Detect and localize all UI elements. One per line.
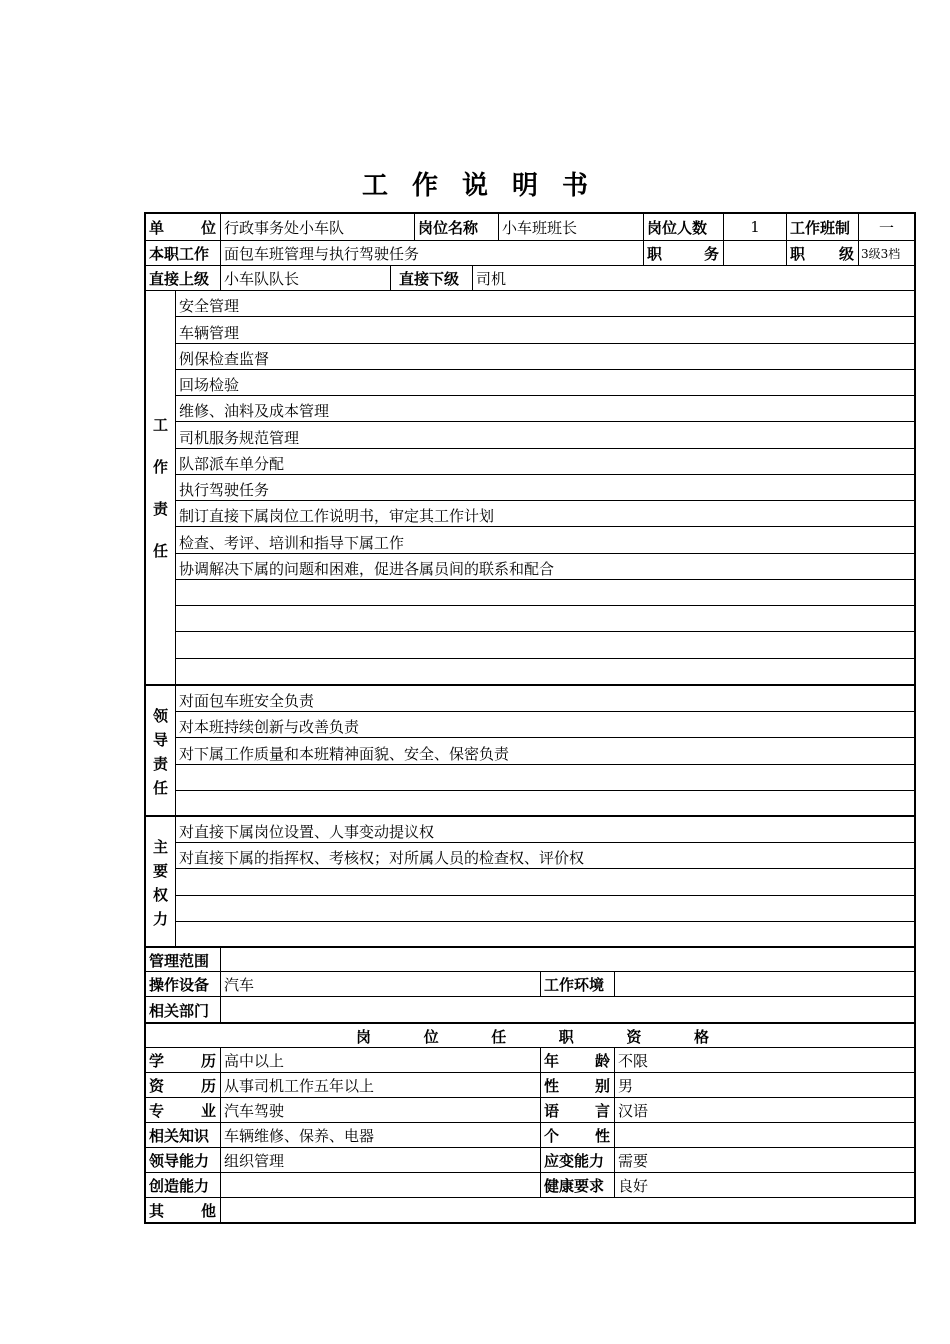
headcount-value: 1 — [723, 214, 786, 240]
qualification-label: 创造能力 — [149, 1177, 210, 1195]
header-row-2 — [146, 240, 914, 266]
header-row-1 — [146, 214, 914, 240]
shift-value: 一 — [858, 214, 914, 240]
equipment-label: 操作设备 — [149, 976, 210, 994]
unit-value: 行政事务处小车队 — [220, 214, 414, 240]
qualification-value: 汉语 — [614, 1098, 914, 1123]
job-description-table — [144, 212, 916, 1224]
list-item — [176, 659, 914, 685]
equipment-value: 汽车 — [220, 972, 540, 997]
table-row — [146, 1047, 914, 1073]
other-label: 其 他 — [149, 1202, 216, 1220]
list-item: 例保检查监督 — [176, 344, 914, 370]
list-item: 安全管理 — [176, 291, 914, 317]
equipment-row — [146, 971, 914, 997]
grade-label: 职 级 — [786, 241, 858, 266]
subordinate-label: 直接下级 — [390, 266, 472, 291]
main-work-label: 本职工作 — [149, 245, 210, 263]
shift-label: 工作班制 — [786, 214, 858, 240]
list-item: 协调解决下属的问题和困难，促进各属员间的联系和配合 — [176, 554, 914, 580]
unit-label: 单 位 — [149, 218, 216, 237]
list-item: 对面包车班安全负责 — [176, 686, 914, 712]
list-item — [176, 632, 914, 658]
qualification-label: 应变能力 — [540, 1148, 614, 1173]
qualifications-title: 岗 位 任 职 资 格 — [356, 1028, 709, 1046]
list-item: 执行驾驶任务 — [176, 475, 914, 501]
duty-label: 职 务 — [643, 241, 723, 266]
table-row — [146, 1172, 914, 1198]
leadership-section — [146, 684, 914, 817]
header-row-3 — [146, 265, 914, 291]
mgmt-scope-row — [146, 946, 914, 973]
qualification-value: 汽车驾驶 — [220, 1098, 540, 1123]
qualification-label: 专 业 — [149, 1102, 216, 1120]
qualification-label: 相关知识 — [149, 1127, 210, 1145]
list-item: 对直接下属岗位设置、人事变动提议权 — [176, 817, 914, 843]
environment-value — [614, 972, 914, 997]
list-item: 司机服务规范管理 — [176, 422, 914, 448]
qualification-label: 年 龄 — [540, 1048, 614, 1073]
qualification-label: 健康要求 — [540, 1173, 614, 1198]
list-item: 对本班持续创新与改善负责 — [176, 712, 914, 738]
list-item — [176, 896, 914, 922]
list-item — [176, 606, 914, 632]
list-item — [176, 922, 914, 948]
mgmt-scope-value — [220, 948, 914, 973]
table-row — [146, 1072, 914, 1098]
qualification-label: 语 言 — [540, 1098, 614, 1123]
list-item: 对下属工作质量和本班精神面貌、安全、保密负责 — [176, 738, 914, 764]
environment-label: 工作环境 — [540, 972, 614, 997]
list-item — [176, 869, 914, 895]
position-value: 小车班班长 — [498, 214, 643, 240]
list-item: 检查、考评、培训和指导下属工作 — [176, 527, 914, 553]
list-item: 车辆管理 — [176, 317, 914, 343]
related-dept-row — [146, 996, 914, 1023]
qualification-value: 组织管理 — [220, 1148, 540, 1173]
list-item: 维修、油料及成本管理 — [176, 396, 914, 422]
grade-value: 3级3档 — [858, 241, 914, 266]
superior-value: 小车队队长 — [220, 266, 390, 291]
powers-section — [146, 815, 914, 948]
table-row — [146, 1122, 914, 1148]
related-dept-label: 相关部门 — [149, 1001, 210, 1020]
leadership-label: 领 导 责 任 — [146, 686, 176, 817]
work-duties-label: 工 作 责 任 — [146, 291, 176, 685]
qualification-value: 从事司机工作五年以上 — [220, 1073, 540, 1098]
qualification-label: 领导能力 — [149, 1152, 210, 1170]
list-item — [176, 580, 914, 606]
qualification-value: 良好 — [614, 1173, 914, 1198]
superior-label: 直接上级 — [149, 270, 210, 288]
qualification-value: 不限 — [614, 1048, 914, 1073]
powers-label: 主 要 权 力 — [146, 817, 176, 948]
page-title: 工作说明书 — [361, 171, 612, 201]
list-item: 制订直接下属岗位工作说明书，审定其工作计划 — [176, 501, 914, 527]
duty-value — [723, 241, 786, 266]
position-label: 岗位名称 — [414, 214, 498, 240]
work-duties-section — [146, 290, 914, 685]
headcount-label: 岗位人数 — [643, 214, 723, 240]
qualification-value: 需要 — [614, 1148, 914, 1173]
qualification-value: 男 — [614, 1073, 914, 1098]
list-item: 对直接下属的指挥权、考核权；对所属人员的检查权、评价权 — [176, 843, 914, 869]
qualification-value — [614, 1123, 914, 1148]
subordinate-value: 司机 — [472, 266, 914, 291]
main-work-value: 面包车班管理与执行驾驶任务 — [220, 241, 643, 266]
qualification-label: 资 历 — [149, 1077, 216, 1095]
qualification-label: 性 别 — [540, 1073, 614, 1098]
list-item — [176, 791, 914, 817]
qualification-value: 车辆维修、保养、电器 — [220, 1123, 540, 1148]
related-dept-value — [220, 997, 914, 1023]
list-item: 回场检验 — [176, 370, 914, 396]
qualification-label: 个 性 — [540, 1123, 614, 1148]
qualification-label: 学 历 — [149, 1052, 216, 1070]
other-row — [146, 1197, 914, 1223]
table-row — [146, 1147, 914, 1173]
qualification-value: 高中以上 — [220, 1048, 540, 1073]
mgmt-scope-label: 管理范围 — [149, 952, 210, 970]
list-item: 队部派车单分配 — [176, 449, 914, 475]
table-row — [146, 1097, 914, 1123]
qualifications-header — [146, 1022, 914, 1049]
other-value — [220, 1198, 914, 1223]
list-item — [176, 765, 914, 791]
qualification-value — [220, 1173, 540, 1198]
